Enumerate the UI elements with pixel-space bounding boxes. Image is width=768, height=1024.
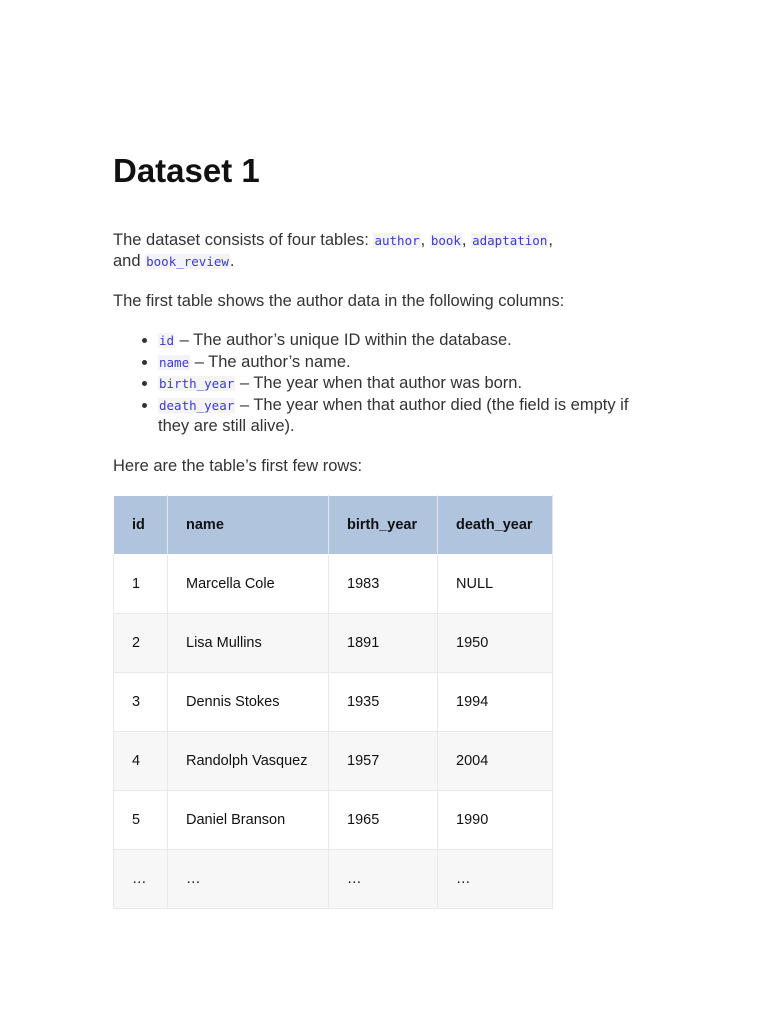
table-name-author: author — [374, 233, 420, 248]
author-table — [113, 495, 553, 909]
cell-birth-year: 1983 — [329, 554, 438, 613]
columns-intro: The first table shows the author data in the following columns: — [113, 292, 565, 310]
cell-id: 5 — [114, 790, 168, 849]
table-header-row — [114, 495, 553, 554]
cell-birth-year: 1935 — [329, 672, 438, 731]
page-title: Dataset 1 — [113, 152, 260, 189]
cell-birth-year: 1891 — [329, 613, 438, 672]
table-row — [114, 613, 553, 672]
cell-death-year: 1950 — [438, 613, 553, 672]
cell-birth-year: 1965 — [329, 790, 438, 849]
table-name-book-review: book_review — [146, 254, 229, 269]
cell-name: Marcella Cole — [168, 554, 329, 613]
cell-id: 2 — [114, 613, 168, 672]
column-description: – The year when that author was born. — [235, 374, 523, 392]
intro-separator: , — [461, 231, 472, 249]
cell-name: Dennis Stokes — [168, 672, 329, 731]
list-item — [158, 352, 653, 374]
intro-separator: , — [548, 231, 553, 249]
table-row — [114, 672, 553, 731]
cell-death-year: … — [438, 849, 553, 908]
column-name: name — [159, 354, 190, 370]
table-row — [114, 731, 553, 790]
cell-death-year: 1990 — [438, 790, 553, 849]
cell-id: 4 — [114, 731, 168, 790]
table-row — [114, 849, 553, 908]
column-name: death_year — [159, 397, 235, 413]
intro-and: and — [113, 252, 146, 270]
cell-name: Randolph Vasquez — [168, 731, 329, 790]
rows-intro: Here are the table’s first few rows: — [113, 456, 363, 475]
cell-id: 3 — [114, 672, 168, 731]
table-row — [114, 790, 553, 849]
header-name: name — [168, 495, 329, 554]
cell-birth-year: … — [329, 849, 438, 908]
intro-paragraph — [113, 230, 653, 272]
document-page — [113, 150, 653, 909]
cell-birth-year: 1957 — [329, 731, 438, 790]
table-name-book: book — [430, 233, 461, 248]
cell-name: … — [168, 849, 329, 908]
intro-text: The dataset consists of four tables: — [113, 231, 374, 249]
cell-name: Daniel Branson — [168, 790, 329, 849]
header-birth-year: birth_year — [329, 495, 438, 554]
list-item — [158, 330, 653, 352]
header-id: id — [114, 495, 168, 554]
cell-death-year: NULL — [438, 554, 553, 613]
table-row — [114, 554, 553, 613]
header-death-year: death_year — [438, 495, 553, 554]
table-name-adaptation: adaptation — [472, 233, 548, 248]
columns-list — [113, 330, 653, 437]
list-item — [158, 395, 653, 437]
column-description: – The year when that author died (the field is empty if they are still alive). — [158, 395, 629, 435]
column-description: – The author’s unique ID within the database. — [175, 331, 512, 349]
cell-name: Lisa Mullins — [168, 613, 329, 672]
cell-death-year: 1994 — [438, 672, 553, 731]
intro-separator: , — [420, 231, 430, 249]
cell-id: … — [114, 849, 168, 908]
column-name: birth_year — [159, 376, 235, 391]
cell-death-year: 2004 — [438, 731, 553, 790]
column-description: – The author’s name. — [190, 352, 351, 371]
intro-period: . — [229, 252, 235, 270]
list-item — [158, 373, 653, 395]
column-name: id — [159, 333, 175, 348]
cell-id: 1 — [114, 554, 168, 613]
